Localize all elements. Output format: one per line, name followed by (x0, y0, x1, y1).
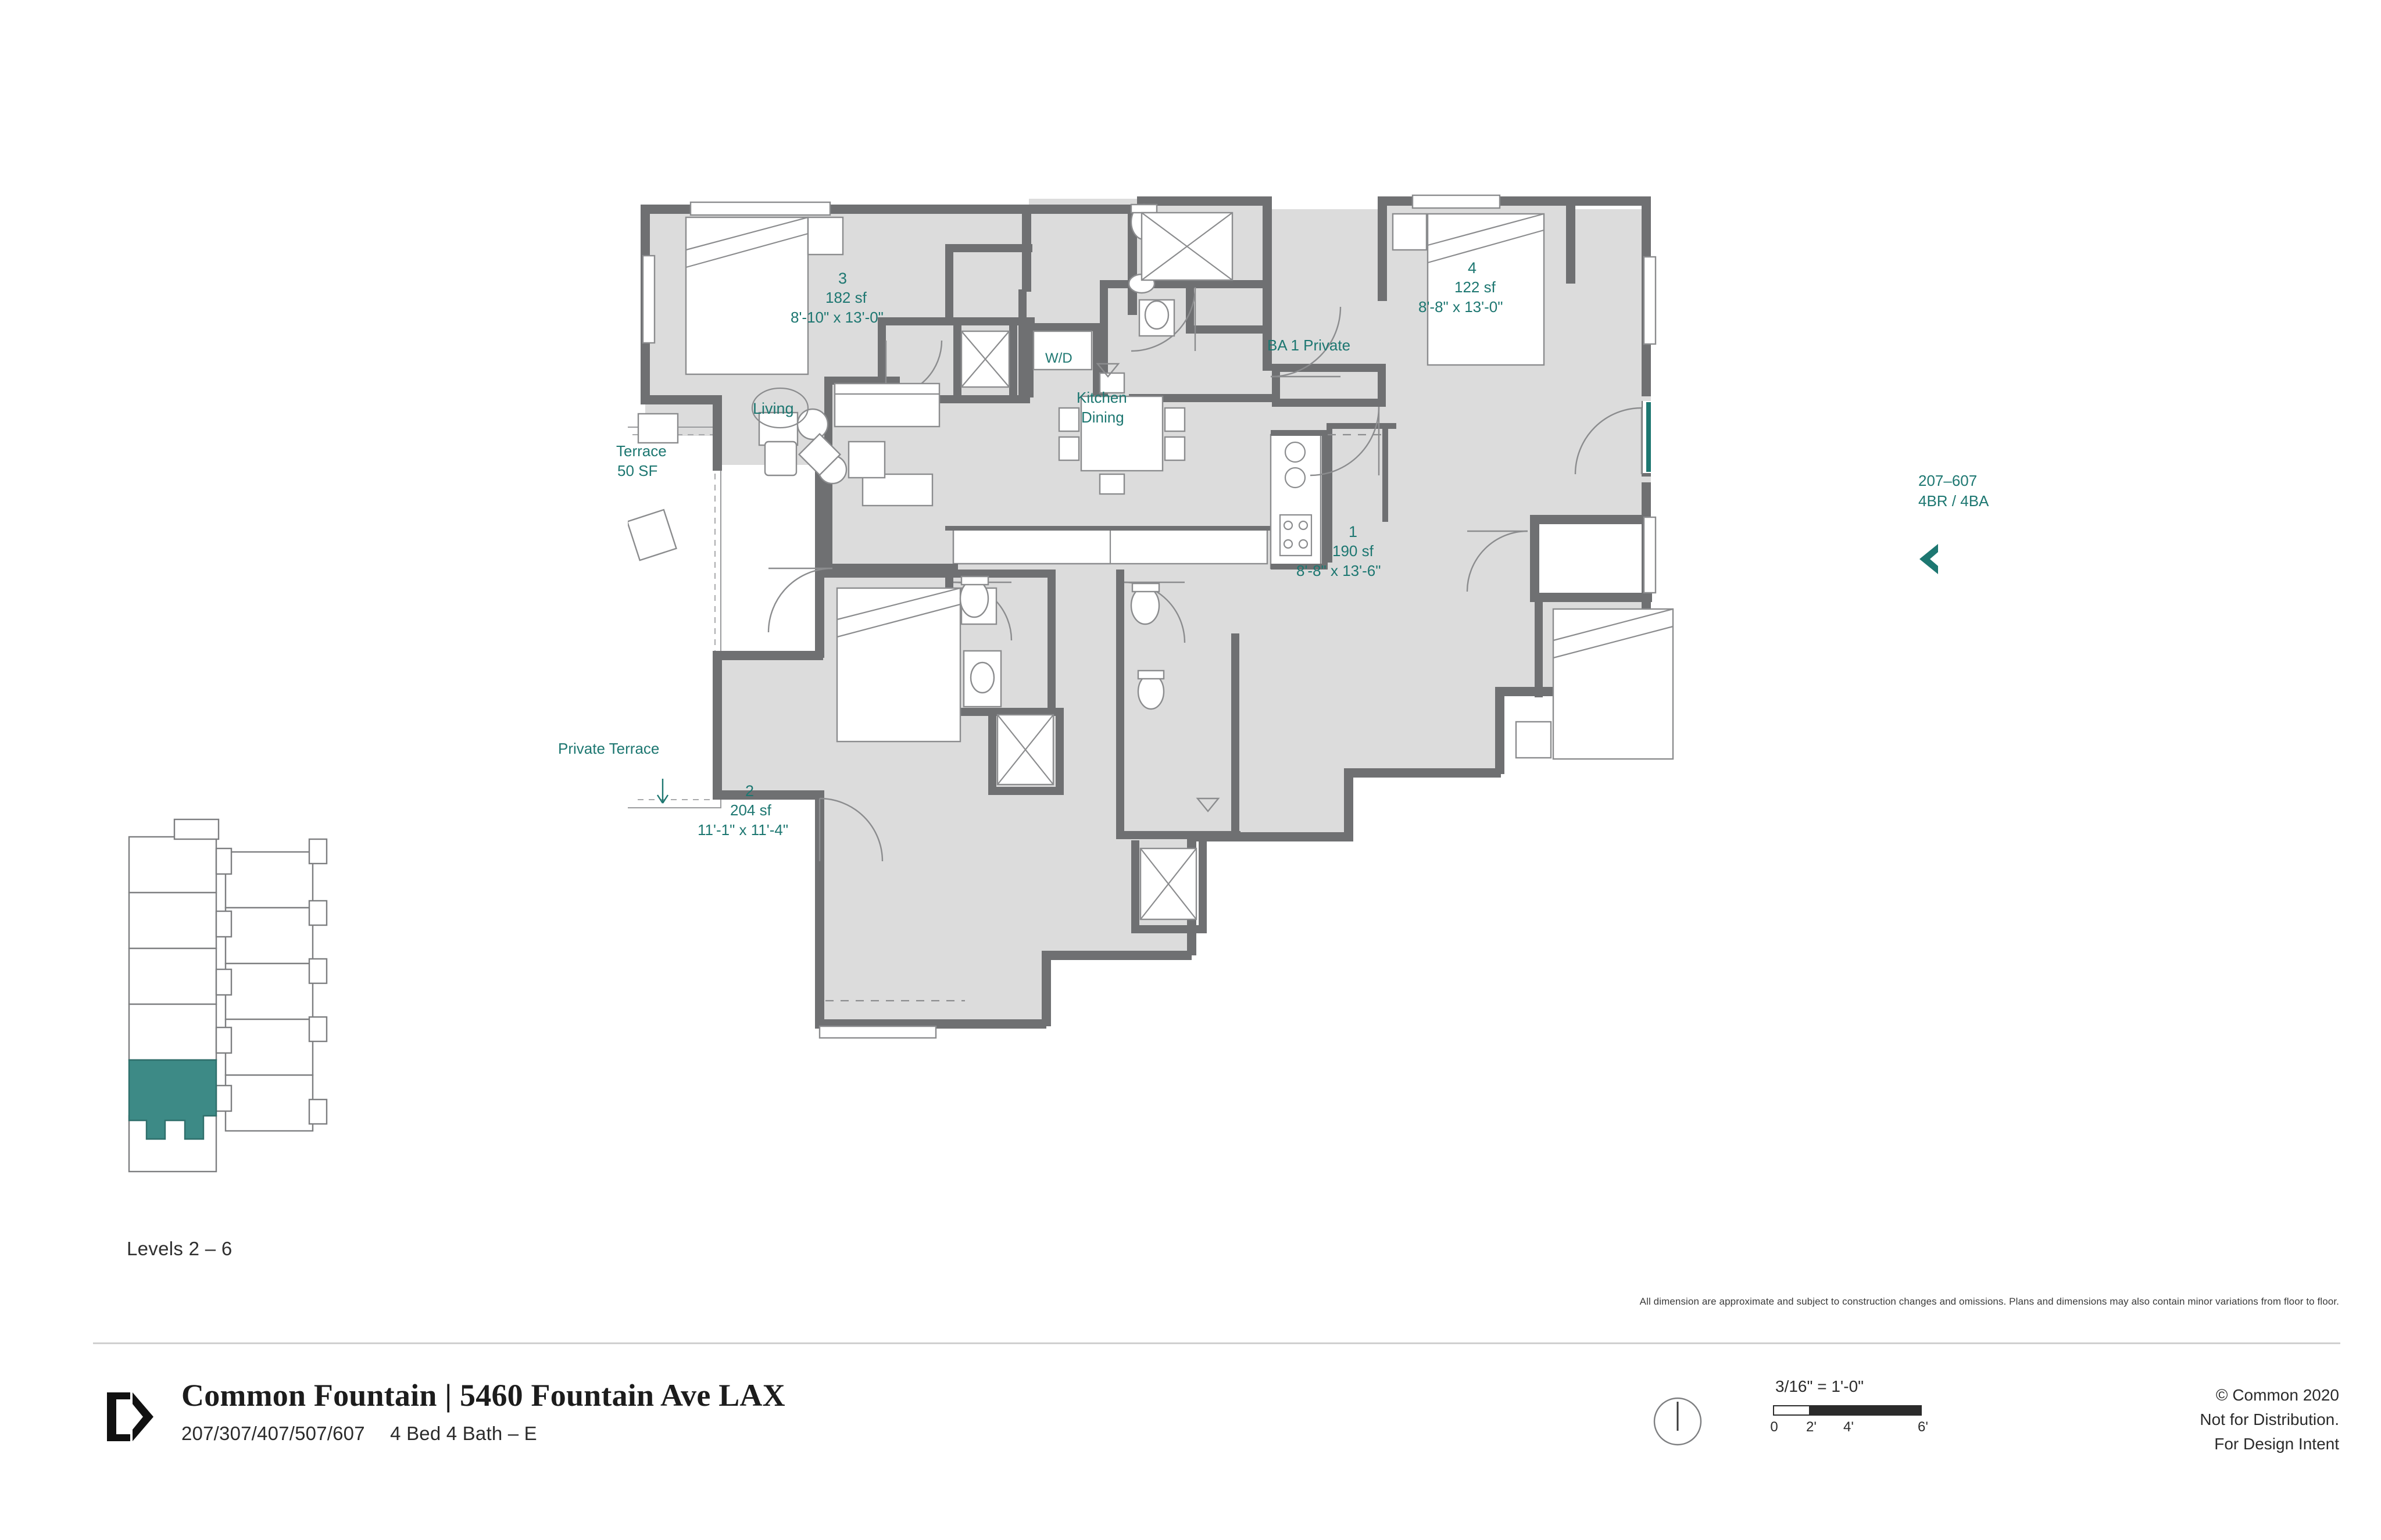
north-arrow-icon (1651, 1395, 1704, 1448)
room-label-bedroom-2-sf: 204 sf (730, 801, 771, 819)
room-label-terrace: Terrace (616, 442, 667, 460)
label-washer-dryer: W/D (1045, 350, 1072, 366)
scale-tick-0: 0 (1770, 1419, 1778, 1435)
room-label-bedroom-3-sf: 182 sf (825, 289, 867, 306)
scale-tick-3: 6' (1918, 1419, 1928, 1435)
room-label-dining: Dining (1081, 409, 1124, 426)
copyright-line-2: Not for Distribution. (2200, 1410, 2339, 1428)
disclaimer-text: All dimension are approximate and subject to construction changes and omissions. Plans and dimensions may also contain minor variations from floor to floor. (1639, 1296, 2339, 1307)
scale-ratio: 3/16" = 1'-0" (1775, 1377, 1864, 1395)
unit-list: 207/307/407/507/607 (181, 1423, 365, 1444)
room-label-bedroom-1-name: 1 (1349, 523, 1358, 540)
footer-divider (93, 1342, 2340, 1344)
entry-unit-type: 4BR / 4BA (1918, 492, 1989, 510)
entry-unit-note (1918, 471, 1989, 511)
floor-plan-drawing (558, 192, 1959, 1110)
copyright-line-1: © Common 2020 (2215, 1386, 2339, 1404)
room-label-private-terrace: Private Terrace (558, 740, 660, 757)
scale-tick-2: 4' (1843, 1419, 1854, 1435)
project-title: Common Fountain | 5460 Fountain Ave LAX (181, 1378, 785, 1413)
room-label-ba1-private: BA 1 Private (1267, 336, 1351, 354)
room-label-bedroom-3-name: 3 (838, 270, 848, 287)
key-plan (116, 814, 430, 1186)
scale-tick-1: 2' (1806, 1419, 1817, 1435)
room-label-bedroom-2-dim: 11'-1" x 11'-4" (698, 821, 789, 839)
room-label-living: Living (753, 400, 794, 417)
copyright-line-3: For Design Intent (2214, 1435, 2339, 1453)
room-label-bedroom-2-name: 2 (745, 782, 755, 800)
scale-bar-graphic (1773, 1402, 1994, 1416)
unit-description: 4 Bed 4 Bath – E (390, 1423, 537, 1444)
title-block (181, 1377, 785, 1445)
scale-tick-labels (1770, 1419, 1994, 1437)
room-label-bedroom-3-dim: 8'-10" x 13'-0" (791, 309, 884, 326)
key-plan-caption: Levels 2 – 6 (127, 1238, 233, 1259)
common-logo-icon (103, 1389, 157, 1445)
room-label-bedroom-4-dim: 8'-8" x 13'-0" (1418, 298, 1503, 316)
room-label-bedroom-1-sf: 190 sf (1332, 542, 1374, 560)
copyright-block (2200, 1383, 2339, 1456)
room-label-bedroom-4-name: 4 (1468, 259, 1477, 277)
room-label-bedroom-4-sf: 122 sf (1454, 278, 1496, 296)
scale-bar (1770, 1377, 2005, 1437)
chevron-left-icon (1912, 540, 1947, 578)
room-label-terrace-area: 50 SF (617, 462, 658, 479)
room-label-bedroom-1-dim: 8'-8" x 13'-6" (1296, 562, 1381, 579)
project-subtitle (181, 1423, 785, 1445)
entry-unit-range: 207–607 (1918, 472, 1978, 489)
room-label-kitchen: Kitchen (1077, 389, 1127, 406)
